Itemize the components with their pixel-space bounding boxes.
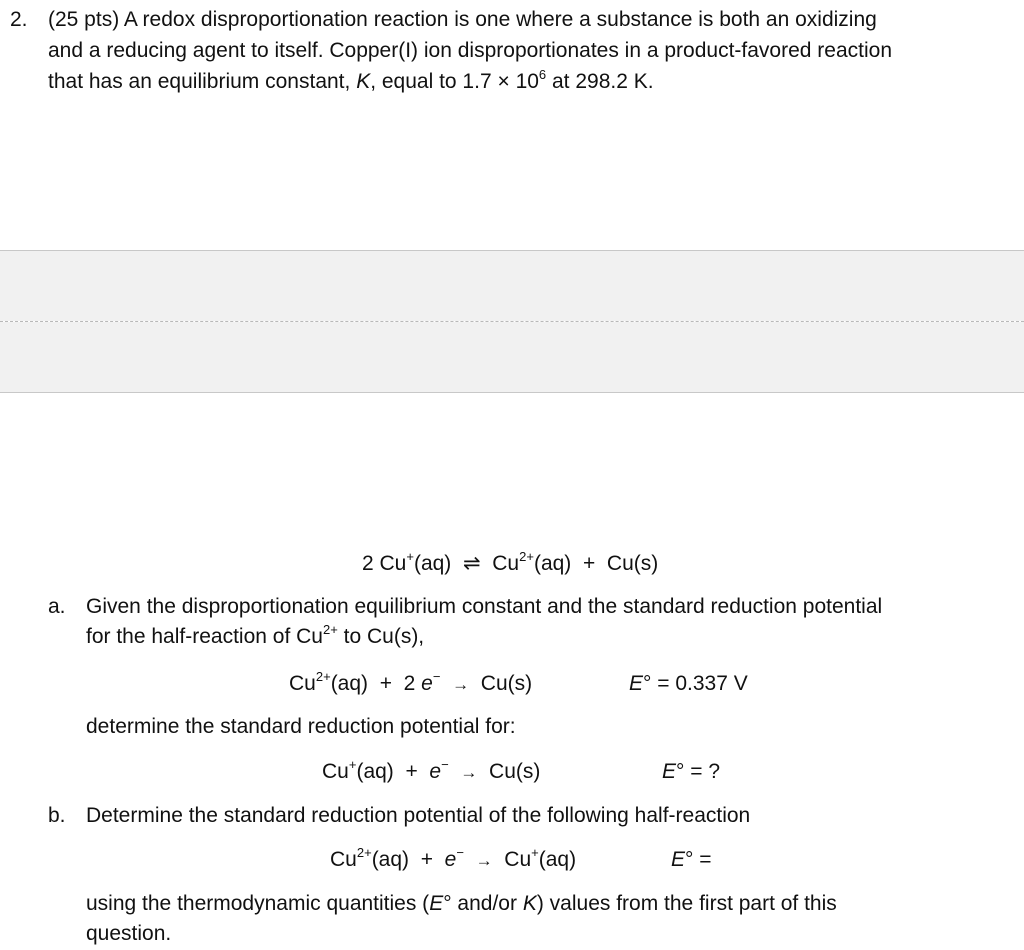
part-a-text bbox=[86, 592, 1006, 652]
half-reaction-1 bbox=[289, 670, 532, 699]
hr3-product: Cu bbox=[504, 848, 532, 871]
intro-line-3-value: , equal to 1.7 × 10 bbox=[370, 70, 539, 93]
equilibrium-arrow: ⇌ bbox=[462, 552, 481, 575]
hr3-electron-charge: − bbox=[456, 845, 464, 860]
hr1-e-value: ° = 0.337 V bbox=[643, 672, 748, 695]
part-b-label: b. bbox=[48, 804, 66, 827]
intro-line-2: and a reducing agent to itself. Copper(I) ion disproportionates in a product-favored reaction bbox=[48, 39, 892, 62]
part-b-line-1: Determine the standard reduction potential of the following half-reaction bbox=[86, 804, 751, 827]
part-b-closing bbox=[86, 889, 1006, 949]
intro-line-3-temp: at 298.2 K. bbox=[546, 70, 654, 93]
part-b-k-symbol: K bbox=[522, 892, 537, 915]
part-b-e-symbol: E bbox=[429, 892, 444, 915]
hr3-potential bbox=[671, 846, 712, 874]
part-b-line-2-mid: ° and/or bbox=[443, 892, 523, 915]
hr3-e-symbol: E bbox=[671, 848, 686, 871]
reactant: 2 Cu bbox=[362, 552, 407, 575]
hr1-reactant: Cu bbox=[289, 672, 316, 695]
part-b-line-2 bbox=[86, 889, 1006, 919]
hr3-product-charge: + bbox=[531, 845, 539, 860]
half-reaction-2 bbox=[322, 758, 540, 787]
half-reaction-3 bbox=[330, 846, 576, 875]
hr2-state: (aq) bbox=[356, 760, 394, 783]
hr1-electron: e bbox=[421, 672, 433, 695]
hr3-electron: e bbox=[444, 848, 457, 871]
part-a-determine: determine the standard reduction potential for: bbox=[86, 715, 516, 738]
hr1-electron-charge: − bbox=[432, 669, 441, 684]
hr2-charge: + bbox=[348, 757, 357, 772]
hr3-reactant: Cu bbox=[330, 848, 357, 871]
hr3-charge: 2+ bbox=[356, 845, 372, 860]
hr1-e-symbol: E bbox=[629, 672, 644, 695]
hr2-electron: e bbox=[429, 760, 442, 783]
part-a-line-1: Given the disproportionation equilibrium constant and the standard reduction potential bbox=[86, 595, 883, 618]
hr2-electron-charge: − bbox=[441, 757, 449, 772]
hr1-product: Cu(s) bbox=[480, 672, 533, 695]
product-1: Cu bbox=[492, 552, 520, 575]
hr2-reactant: Cu bbox=[322, 760, 349, 783]
part-b-line-3: question. bbox=[86, 922, 172, 945]
hr1-plus: + bbox=[379, 672, 392, 695]
reactant-state: (aq) bbox=[413, 552, 452, 575]
product-1-state: (aq) bbox=[533, 552, 572, 575]
part-a-line-2 bbox=[86, 622, 1006, 652]
product-1-charge: 2+ bbox=[519, 549, 534, 564]
intro-line-1: (25 pts) A redox disproportionation reaction is one where a substance is both an oxidizing bbox=[48, 8, 877, 31]
hr2-e-symbol: E bbox=[662, 760, 677, 783]
hr1-potential bbox=[629, 670, 748, 698]
hr3-product-state: (aq) bbox=[538, 848, 577, 871]
hr3-state: (aq) bbox=[371, 848, 410, 871]
hr3-plus: + bbox=[420, 848, 433, 871]
part-a-label: a. bbox=[48, 595, 66, 618]
hr2-potential bbox=[662, 758, 720, 786]
k-symbol: K bbox=[356, 70, 371, 93]
hr2-e-value: ° = ? bbox=[676, 760, 721, 783]
hr2-product: Cu(s) bbox=[489, 760, 541, 783]
plus-sign: + bbox=[582, 552, 596, 575]
hr1-arrow: → bbox=[452, 675, 470, 694]
main-reaction bbox=[362, 550, 658, 578]
hr1-state: (aq) bbox=[330, 672, 369, 695]
product-2: Cu(s) bbox=[606, 552, 659, 575]
part-a-line-2-text: for the half-reaction of Cu bbox=[86, 625, 323, 648]
hr3-arrow: → bbox=[475, 851, 493, 870]
part-b-line-2-text: using the thermodynamic quantities ( bbox=[86, 892, 430, 915]
intro-line-3 bbox=[48, 66, 1008, 97]
part-b-line-2-end: ) values from the first part of this bbox=[536, 892, 837, 915]
answer-box-upper bbox=[0, 250, 1024, 321]
hr1-charge: 2+ bbox=[315, 669, 331, 684]
reactant-charge: + bbox=[406, 549, 414, 564]
exponent: 6 bbox=[538, 67, 547, 82]
part-a-line-2-charge: 2+ bbox=[322, 622, 338, 637]
hr2-arrow: → bbox=[460, 763, 478, 782]
intro-line-3-text: that has an equilibrium constant, bbox=[48, 70, 357, 93]
question-number: 2. bbox=[10, 8, 28, 31]
hr2-plus: + bbox=[405, 760, 418, 783]
answer-box-lower bbox=[0, 322, 1024, 393]
hr1-coef: 2 bbox=[403, 672, 422, 695]
part-a-line-2-end: to Cu(s), bbox=[337, 625, 425, 648]
hr3-e-value: ° = bbox=[685, 848, 712, 871]
question-intro bbox=[48, 4, 1008, 97]
